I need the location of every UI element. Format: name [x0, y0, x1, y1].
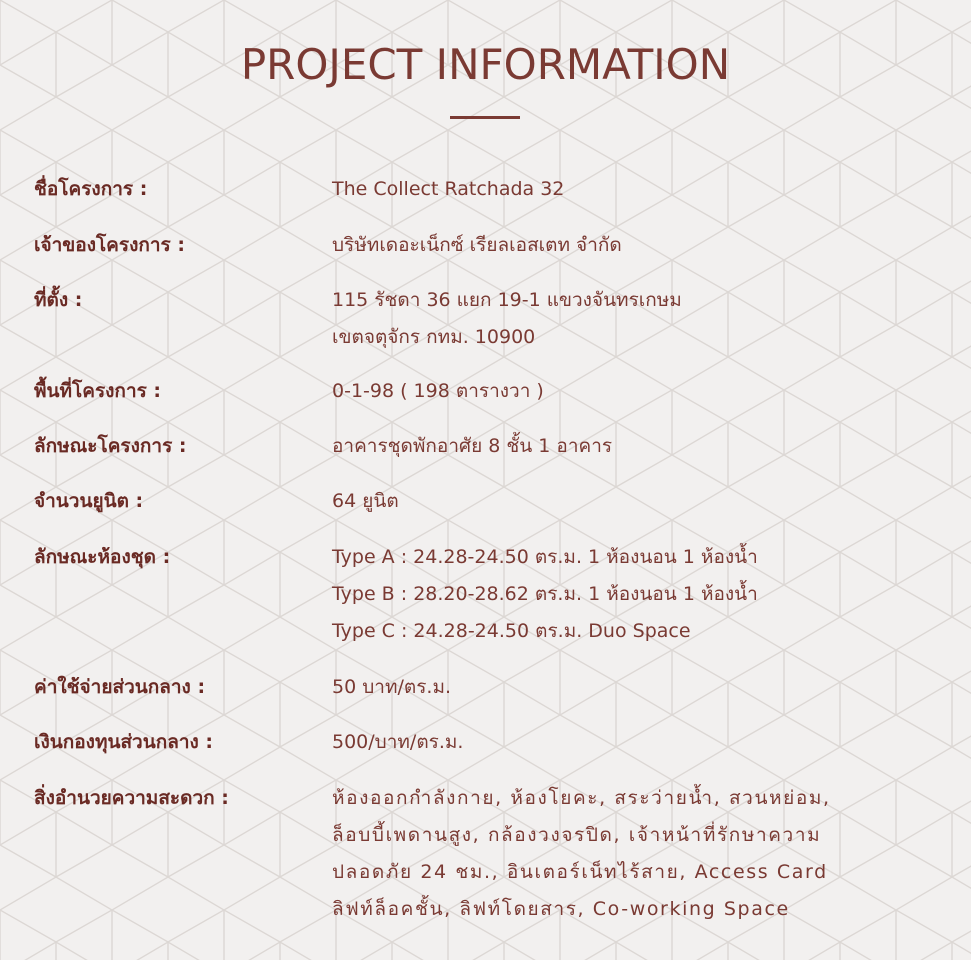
info-value-line: ลิฟท์ล็อคชั้น, ลิฟท์โดยสาร, Co-working Space: [332, 898, 790, 920]
info-value: [332, 483, 399, 520]
page-title: PROJECT INFORMATION: [240, 40, 731, 89]
info-label: สิ่งอำนวยความสะดวก :: [34, 787, 229, 809]
info-value-line: บริษัทเดอะเน็กซ์ เรียลเอสเตท จำกัด: [332, 234, 622, 256]
info-value-line: 0-1-98 ( 198 ตารางวา ): [332, 380, 544, 402]
info-value: [332, 282, 682, 356]
info-label: พื้นที่โครงการ :: [34, 380, 162, 402]
info-value: [332, 669, 451, 706]
info-value: [332, 428, 612, 465]
info-value: [332, 539, 758, 650]
info-value-line: 500/บาท/ตร.ม.: [332, 731, 464, 753]
info-value-line: ปลอดภัย 24 ชม., อินเตอร์เน็ทไร้สาย, Access Card: [332, 861, 828, 883]
info-label: เจ้าของโครงการ :: [34, 234, 185, 256]
info-value-line: ล็อบบี้เพดานสูง, กล้องวงจรปิด, เจ้าหน้าที่รักษาความ: [332, 824, 822, 846]
info-value-line: 50 บาท/ตร.ม.: [332, 676, 452, 698]
info-label: ค่าใช้จ่ายส่วนกลาง :: [34, 676, 206, 698]
info-label: จำนวนยูนิต :: [34, 490, 144, 512]
info-value: [332, 227, 622, 264]
info-value: [332, 724, 463, 761]
info-value-line: Type B : 28.20-28.62 ตร.ม. 1 ห้องนอน 1 ห้องน้ำ: [332, 583, 758, 605]
info-value: [332, 780, 831, 928]
info-value-line: อาคารชุดพักอาศัย 8 ชั้น 1 อาคาร: [332, 435, 613, 457]
title-divider: [450, 116, 520, 119]
info-value-line: The Collect Ratchada 32: [332, 178, 565, 200]
info-value-line: เขตจตุจักร กทม. 10900: [332, 326, 536, 348]
info-label: ที่ตั้ง :: [34, 289, 83, 311]
info-label: ลักษณะห้องชุด :: [34, 546, 171, 568]
info-value-line: 115 รัชดา 36 แยก 19-1 แขวงจันทรเกษม: [332, 289, 682, 311]
info-label: เงินกองทุนส่วนกลาง :: [34, 731, 214, 753]
info-value-line: 64 ยูนิต: [332, 490, 399, 512]
info-label: ลักษณะโครงการ :: [34, 435, 187, 457]
info-value-line: Type C : 24.28-24.50 ตร.ม. Duo Space: [332, 620, 691, 642]
info-value: [332, 373, 544, 410]
info-value-line: Type A : 24.28-24.50 ตร.ม. 1 ห้องนอน 1 ห้องน้ำ: [332, 546, 758, 568]
info-value-line: ห้องออกกำลังกาย, ห้องโยคะ, สระว่ายน้ำ, สวนหย่อม,: [332, 787, 831, 809]
info-value: [332, 171, 564, 208]
info-label: ชื่อโครงการ :: [34, 178, 148, 200]
